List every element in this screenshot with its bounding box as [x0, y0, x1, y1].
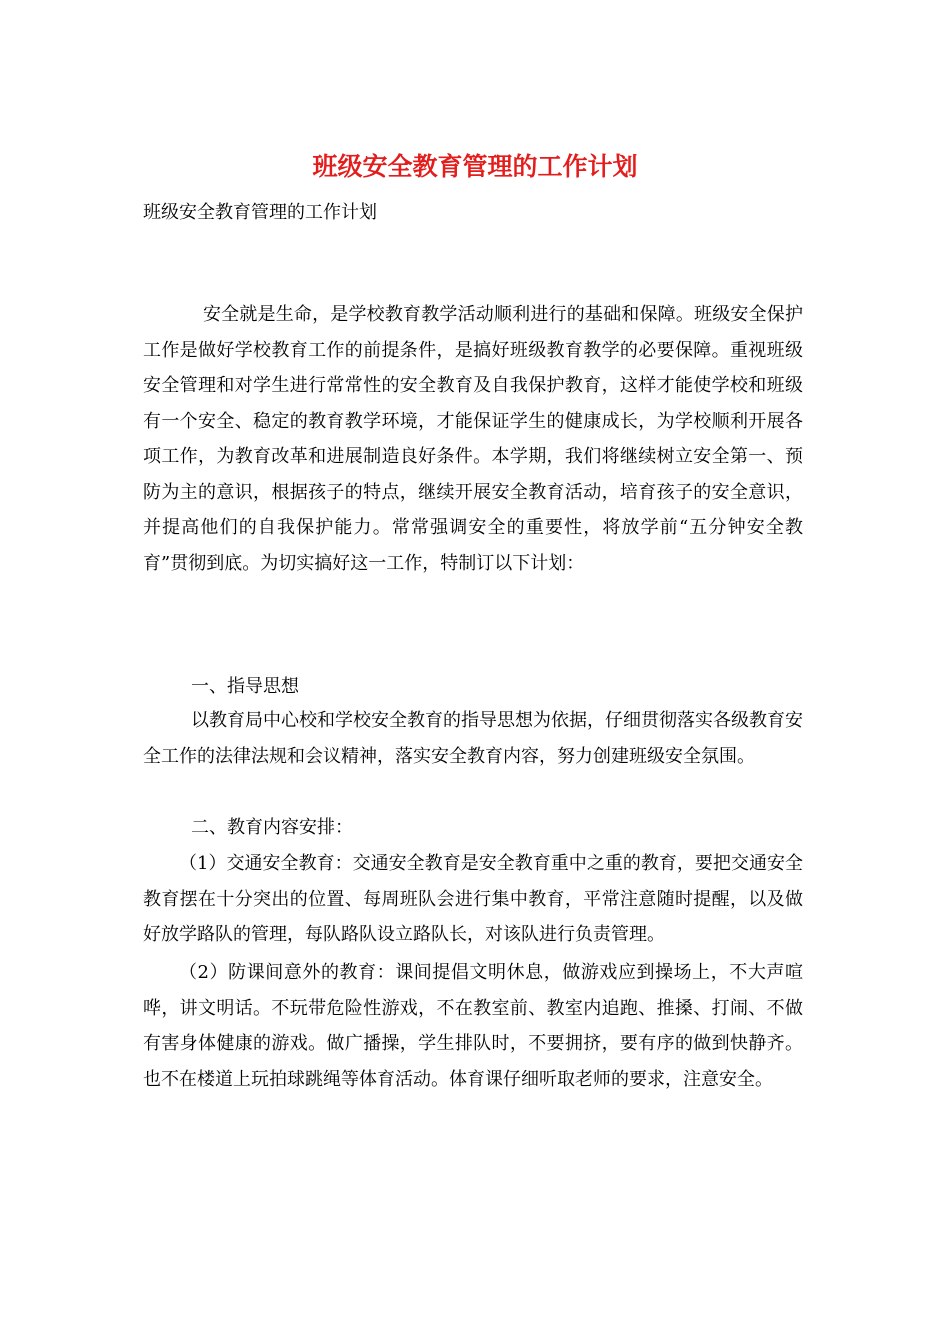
document-title: 班级安全教育管理的工作计划 — [312, 152, 638, 181]
recess-safety-paragraph: （2）防课间意外的教育：课间提倡文明休息，做游戏应到操场上，不大声喧哗，讲文明话。不玩带危险性游戏，不在教室前、教室内追跑、推搡、打闹、不做有害身体健康的游戏。做广播操，学生排队时，不要拥挤，要有序的做到快静齐。也不在楼道上玩拍球跳绳等体育活动。体育课仔细听取老师的要求，注意安全。 — [143, 962, 803, 1090]
traffic-safety-paragraph: （1）交通安全教育：交通安全教育是安全教育重中之重的教育，要把交通安全教育摆在十分突出的位置、每周班队会进行集中教育，平常注意随时提醒，以及做好放学路队的管理，每队路队设立路队长，对该队进行负责管理。 — [143, 853, 803, 945]
intro-paragraph: 安全就是生命，是学校教育教学活动顺利进行的基础和保障。班级安全保护工作是做好学校教育工作的前提条件，是搞好班级教育教学的必要保障。重视班级安全管理和对学生进行常常性的安全教育及自我保护教育，这样才能使学校和班级有一个安全、稳定的教育教学环境，才能保证学生的健康成长，为学校顺利开展各项工作，为教育改革和进展制造良好条件。本学期，我们将继续树立安全第一、预防为主的意识，根据孩子的特点，继续开展安全教育活动，培育孩子的安全意识，并提高他们的自我保护能力。常常强调安全的重要性，将放学前“五分钟安全教育”贯彻到底。为切实搞好这一工作，特制订以下计划： — [143, 304, 803, 574]
document-subtitle: 班级安全教育管理的工作计划 — [143, 202, 377, 223]
section-heading-education-content: 二、教育内容安排： — [191, 817, 353, 838]
guiding-ideology-paragraph: 以教育局中心校和学校安全教育的指导思想为依据，仔细贯彻落实各级教育安全工作的法律法规和会议精神，落实安全教育内容，努力创建班级安全氛围。 — [143, 710, 803, 767]
section-heading-guiding-ideology: 一、指导思想 — [191, 676, 299, 697]
